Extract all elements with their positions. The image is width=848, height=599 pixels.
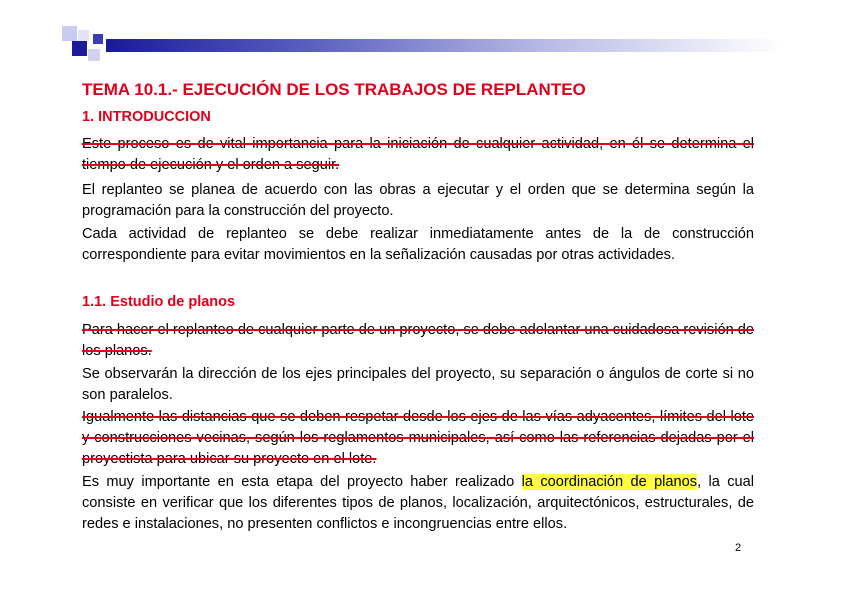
paragraph-actividad-replanteo: Cada actividad de replanteo se debe realizar inmediatamente antes de la de construcción correspondiente para evitar movimientos en la señalización causadas por otras actividades.	[82, 226, 754, 263]
section-heading-introduccion: 1. INTRODUCCION	[82, 109, 211, 125]
deco-square-blue	[93, 34, 103, 44]
slide-title: TEMA 10.1.- EJECUCIÓN DE LOS TRABAJOS DE REPLANTEO	[82, 80, 586, 99]
deco-square-lavender	[62, 26, 77, 41]
paragraph-observaran-ejes: Se observarán la dirección de los ejes principales del proyecto, su separación o ángulos de corte si no son paralelos.	[82, 366, 754, 403]
highlighted-coordinacion-planos: la coordinación de planos	[521, 474, 698, 490]
paragraph-struck-hacer-replanteo: Para hacer el replanteo de cualquier parte de un proyecto, se debe adelantar una cuidadosa revisión de los planos.	[82, 322, 754, 359]
deco-square-navy	[72, 41, 87, 56]
page-number: 2	[735, 542, 742, 554]
deco-square-pale	[88, 49, 100, 61]
paragraph-struck-distancias: Igualmente las distancias que se deben respetar desde los ejes de las vías adyacentes, límites del lote y construcciones vecinas, según los reglamentos municipales, así como las referencias dejadas por el proyectista para ubicar su proyecto en el lote.	[82, 409, 754, 467]
deco-gradient-bar	[106, 39, 782, 52]
header-decoration	[62, 26, 782, 64]
deco-square-light	[78, 30, 89, 41]
paragraph-text-before: Es muy importante en esta etapa del proyecto haber realizado	[82, 474, 522, 490]
paragraph-coordinacion-planos	[82, 472, 754, 535]
paragraph-struck-proceso: Este proceso es de vital importancia para la iniciación de cualquier actividad, en él se determina el tiempo de ejecución y el orden a seguir.	[82, 136, 754, 173]
paragraph-replanteo-planea: El replanteo se planea de acuerdo con las obras a ejecutar y el orden que se determina según la programación para la construcción del proyecto.	[82, 182, 754, 219]
paragraph-text-after: , la cual consiste en verificar que los diferentes tipos de planos, localización, arquitectónicos, estructurales, de redes e instalaciones, no presenten conflictos e incongruencias entre ellos.	[82, 474, 755, 532]
section-heading-estudio-planos: 1.1. Estudio de planos	[82, 294, 236, 310]
